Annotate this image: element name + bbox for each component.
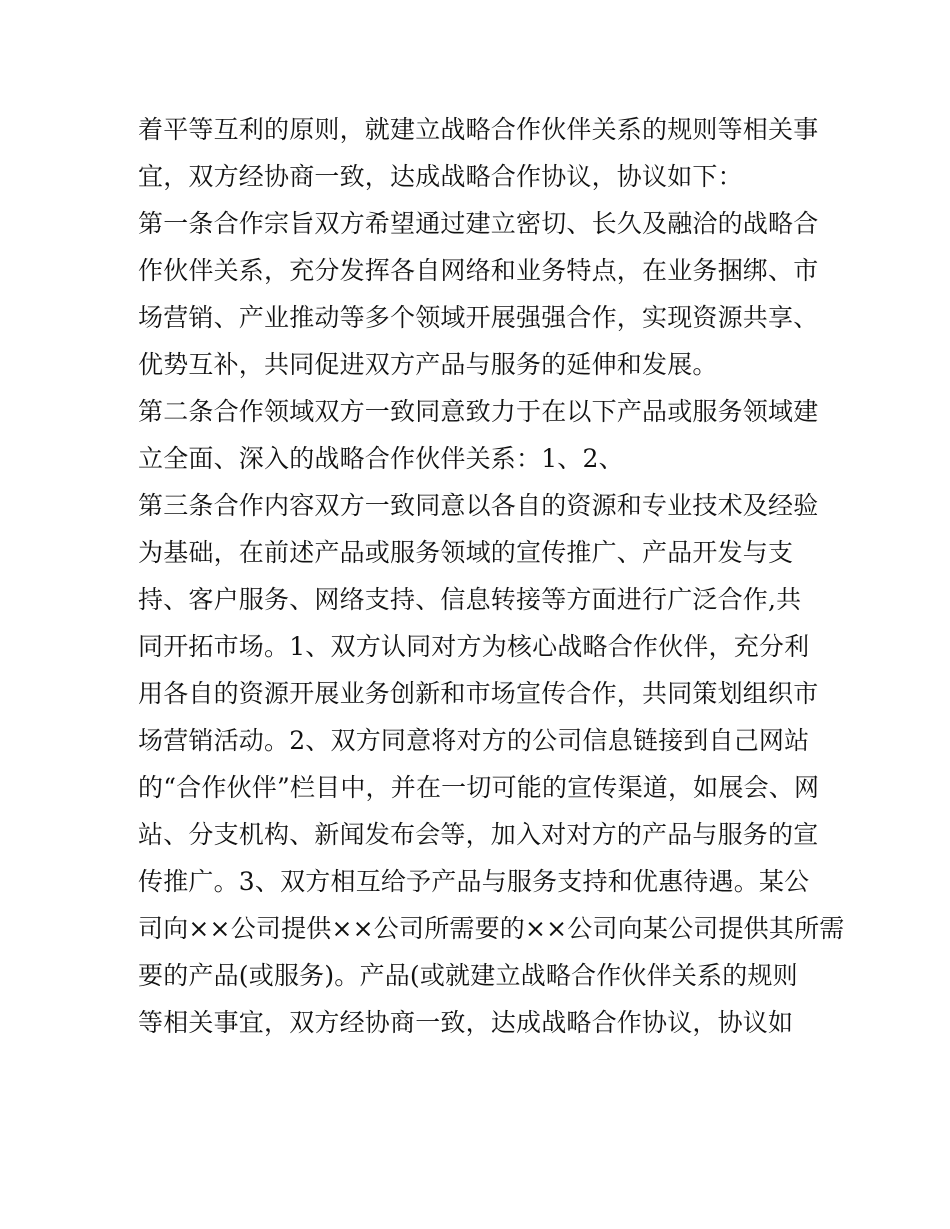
text-line-20: 等相关事宜，双方经协商一致，达成战略合作协议，协议如 (138, 1008, 794, 1037)
text-line-10: 为基础，在前述产品或服务领域的宣传推广、产品开发与支 (138, 538, 794, 567)
text-line-2: 宜，双方经协商一致，达成战略合作协议，协议如下： (138, 162, 743, 191)
agreement-body-text (138, 106, 845, 1046)
text-line-11: 持、客户服务、网络支持、信息转接等方面进行广泛合作,共 (138, 585, 802, 614)
text-line-8: 立全面、深入的战略合作伙伴关系：1、2、 (138, 444, 624, 473)
text-line-1: 着平等互利的原则，就建立战略合作伙伴关系的规则等相关事 (138, 115, 819, 144)
text-line-12: 同开拓市场。1、双方认同对方为核心战略合作伙伴，充分利 (138, 632, 810, 661)
text-line-4: 作伙伴关系，充分发挥各自网络和业务特点，在业务捆绑、市 (138, 256, 819, 285)
text-line-19: 要的产品(或服务)。产品(或就建立战略合作伙伴关系的规则 (138, 961, 798, 990)
text-line-13: 用各自的资源开展业务创新和市场宣传合作，共同策划组织市 (138, 679, 819, 708)
text-line-9: 第三条合作内容双方一致同意以各自的资源和专业技术及经验 (138, 491, 819, 520)
text-line-7: 第二条合作领域双方一致同意致力于在以下产品或服务领域建 (138, 397, 819, 426)
text-line-17: 传推广。3、双方相互给予产品与服务支持和优惠待遇。某公 (138, 867, 810, 896)
text-line-18: 司向××公司提供××公司所需要的××公司向某公司提供其所需 (138, 914, 845, 943)
text-line-3: 第一条合作宗旨双方希望通过建立密切、长久及融洽的战略合 (138, 209, 819, 238)
text-line-16: 站、分支机构、新闻发布会等，加入对对方的产品与服务的宣 (138, 820, 819, 849)
text-line-15: 的“合作伙伴”栏目中，并在一切可能的宣传渠道，如展会、网 (138, 773, 820, 802)
text-line-14: 场营销活动。2、双方同意将对方的公司信息链接到自己网站 (138, 726, 810, 755)
text-line-5: 场营销、产业推动等多个领域开展强强合作，实现资源共享、 (138, 303, 819, 332)
text-line-6: 优势互补，共同促进双方产品与服务的延伸和发展。 (138, 350, 718, 379)
